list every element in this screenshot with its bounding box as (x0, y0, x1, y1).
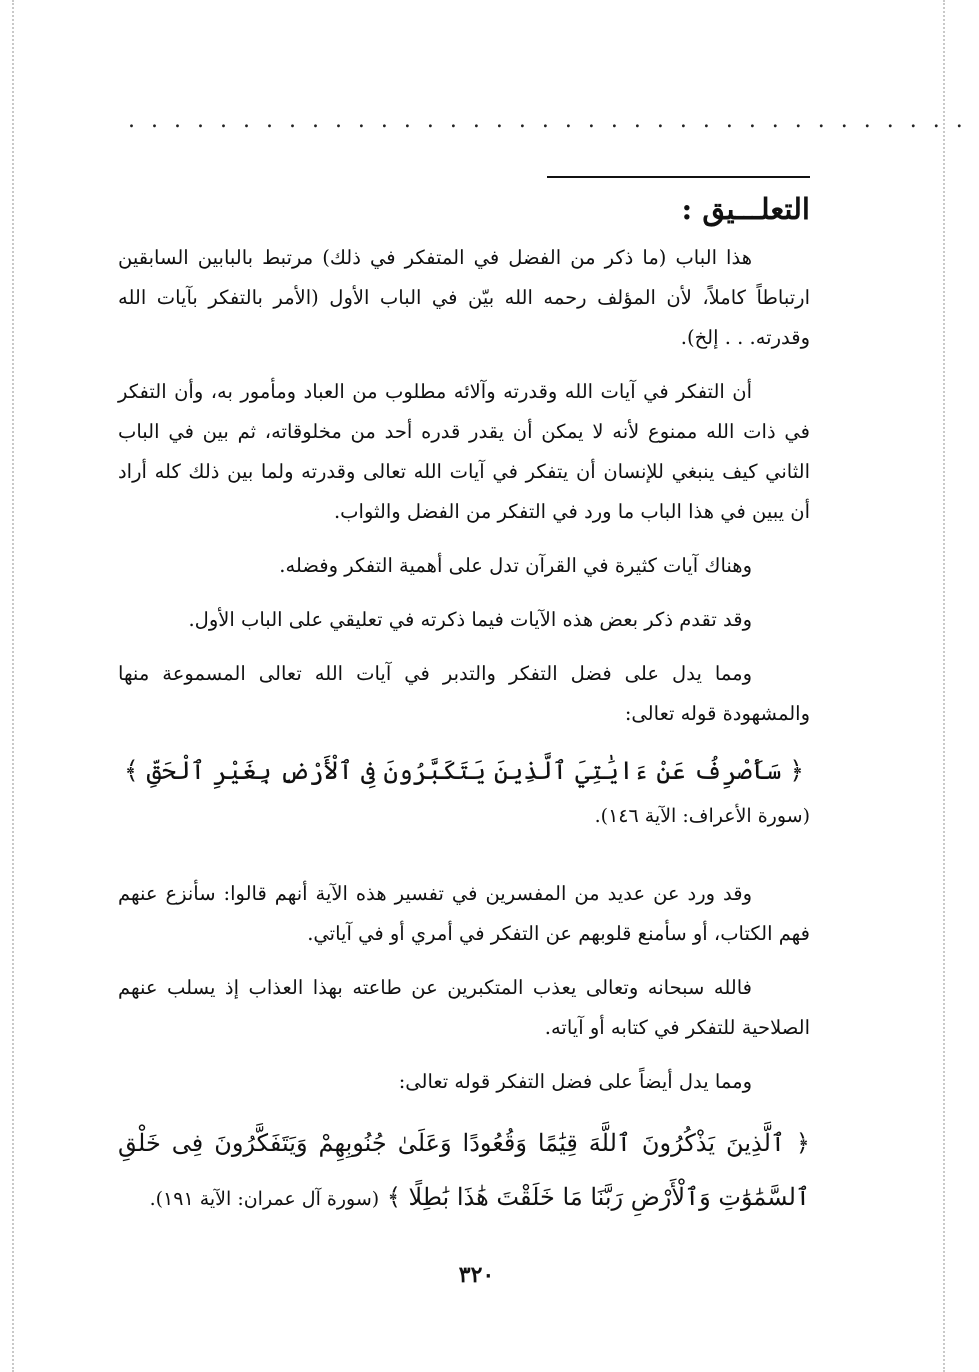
quran-verse-2-text: ﴿ ٱلَّذِينَ يَذْكُرُونَ ٱللَّهَ قِيَٰمًا وَقُعُودًا وَعَلَىٰ جُنُوبِهِمْ وَيَتَفَكَّرُونَ فِى خَلْقِ ٱلسَّمَٰوَٰتِ وَٱلْأَرْضِ رَبَّنَا مَا خَلَقْتَ هَٰذَا بَٰطِلًا ﴾ (118, 1129, 810, 1211)
paragraph-5: ومما يدل على فضل التفكر والتدبر في آيات الله تعالى المسموعة منها والمشهودة قوله تعالى: (118, 662, 810, 725)
paragraph-4: وقد تقدم ذكر بعض هذه الآيات فيما ذكرته في تعليقي على الباب الأول. (188, 608, 752, 631)
dotted-separator: ..................................... (128, 108, 979, 133)
page-number: ٣٢٠ (458, 1262, 495, 1288)
paragraph-8: ومما يدل أيضاً على فضل التفكر قوله تعالى: (398, 1070, 752, 1093)
section-heading: التعلـــيق : (681, 192, 810, 226)
left-edge-dots (12, 0, 14, 1372)
paragraph-6: وقد ورد عن عديد من المفسرين في تفسير هذه الآية أنهم قالوا: سأنزع عنهم فهم الكتاب، أو سأمنع قلوبهم عن التفكر في أمري أو في آياتي. (118, 882, 810, 945)
verse-reference-2: (سورة آل عمران: الآية ١٩١). (149, 1188, 380, 1210)
quran-verse-1: ﴿ سَأَصْرِفُ عَنْ ءَايَٰتِيَ ٱلَّذِينَ يَتَكَبَّرُونَ فِى ٱلْأَرْضِ بِغَيْرِ ٱلْحَقِّ ﴾ (123, 756, 805, 785)
right-edge-dots (943, 0, 945, 1372)
paragraph-1: هذا الباب (ما ذكر من الفضل في المتفكر في ذلك) مرتبط بالبابين السابقين ارتباطاً كاملاً، لأن المؤلف رحمه الله بيّن في الباب الأول (الأمر بالتفكر بآيات الله وقدرته. . . إلخ). (118, 246, 810, 349)
heading-rule (547, 176, 810, 178)
paragraph-7: فالله سبحانه وتعالى يعذب المتكبرين عن طاعته بهذا العذاب إذ يسلب عنهم الصلاحية للتفكر في كتابه أو آياته. (118, 976, 810, 1039)
verse-reference-1: (سورة الأعراف: الآية ١٤٦). (594, 805, 810, 827)
paragraph-2: أن التفكر في آيات الله وقدرته وآلائه مطلوب من العباد ومأمور به، وأن التفكر في ذات الله ممنوع لأنه لا يمكن أن يقدر قدره أحد من مخلوقاته، ثم بين في الباب الثاني كيف ينبغي للإنسان أن يتفكر في آيات الله تعالى وقدرته ولما بين ذلك كله أراد أن يبين في هذا الباب ما ورد في التفكر من الفضل والثواب. (118, 380, 810, 523)
quran-verse-2 (118, 1116, 810, 1226)
paragraph-3: وهناك آيات كثيرة في القرآن تدل على أهمية التفكر وفضله. (279, 554, 752, 577)
page-body (118, 192, 810, 1226)
